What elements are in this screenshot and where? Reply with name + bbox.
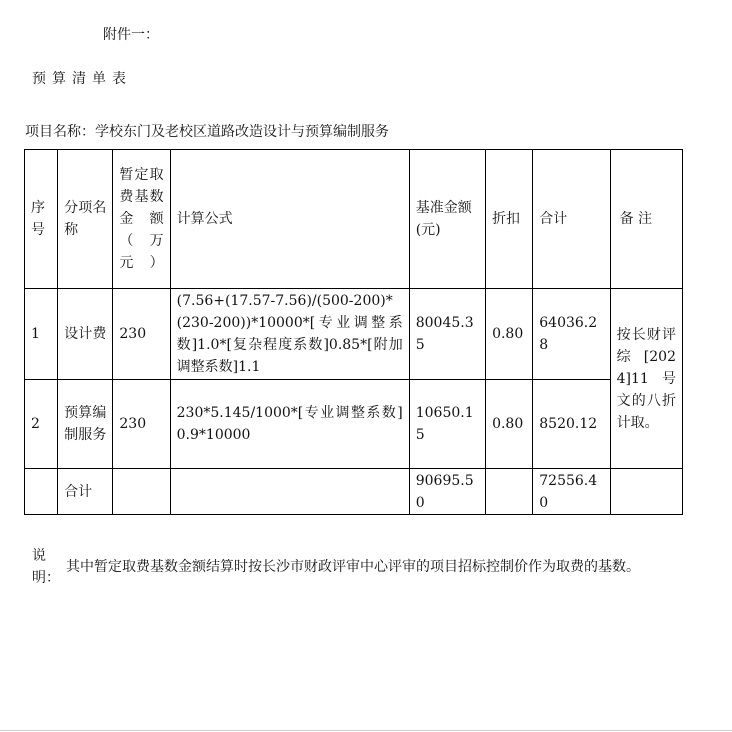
summary-base-amount: 90695.50 — [409, 469, 485, 515]
attachment-label: 附件一： — [103, 27, 159, 43]
summary-empty-formula — [170, 469, 409, 515]
row-total: 64036.28 — [533, 289, 610, 380]
row-base-amount: 10650.15 — [409, 380, 485, 469]
project-name-line — [25, 122, 389, 142]
summary-empty-no — [25, 469, 58, 515]
table-summary-row — [25, 469, 683, 515]
row-discount: 0.80 — [486, 380, 533, 469]
document-title: 预算清单表 — [32, 71, 132, 87]
header-item: 分项名称 — [58, 150, 113, 289]
summary-empty-discount — [486, 469, 533, 515]
row-formula: (7.56+(17.57-7.56)/(500-200)*(230-200))*10000*[专业调整系数]1.0*[复杂程度系数]0.85*[附加调整系数]1.1 — [170, 289, 409, 380]
budget-table — [24, 149, 683, 515]
row-no: 1 — [25, 289, 58, 380]
summary-empty-remark — [610, 469, 682, 515]
summary-total: 72556.40 — [533, 469, 610, 515]
project-name-value: 学校东门及老校区道路改造设计与预算编制服务 — [95, 124, 389, 140]
note-label: 说明： — [32, 548, 60, 586]
table-row — [25, 380, 683, 469]
row-fee-base: 230 — [113, 380, 170, 469]
note-text: 其中暂定取费基数金额结算时按长沙市财政评审中心评审的项目招标控制价作为取费的基数。 — [66, 559, 640, 575]
header-formula: 计算公式 — [170, 150, 409, 289]
row-item: 设计费 — [58, 289, 113, 380]
table-header-row — [25, 150, 683, 289]
remark-cell: 按长财评综[2024]11号文的八折计取。 — [610, 289, 682, 469]
row-fee-base: 230 — [113, 289, 170, 380]
header-fee-base: 暂定取费基数金额（万元） — [113, 150, 170, 289]
header-total: 合计 — [533, 150, 610, 289]
row-total: 8520.12 — [533, 380, 610, 469]
row-base-amount: 80045.35 — [409, 289, 485, 380]
page-bottom-divider — [0, 730, 732, 731]
row-discount: 0.80 — [486, 289, 533, 380]
row-no: 2 — [25, 380, 58, 469]
table-row — [25, 289, 683, 380]
header-no: 序号 — [25, 150, 58, 289]
summary-label: 合计 — [58, 469, 113, 515]
project-name-label: 项目名称： — [25, 124, 95, 140]
summary-empty-fee — [113, 469, 170, 515]
header-discount: 折扣 — [486, 150, 533, 289]
row-formula: 230*5.145/1000*[专业调整系数]0.9*10000 — [170, 380, 409, 469]
row-item: 预算编制服务 — [58, 380, 113, 469]
header-remark: 备 注 — [610, 150, 682, 289]
header-base-amount: 基准金额(元) — [409, 150, 485, 289]
